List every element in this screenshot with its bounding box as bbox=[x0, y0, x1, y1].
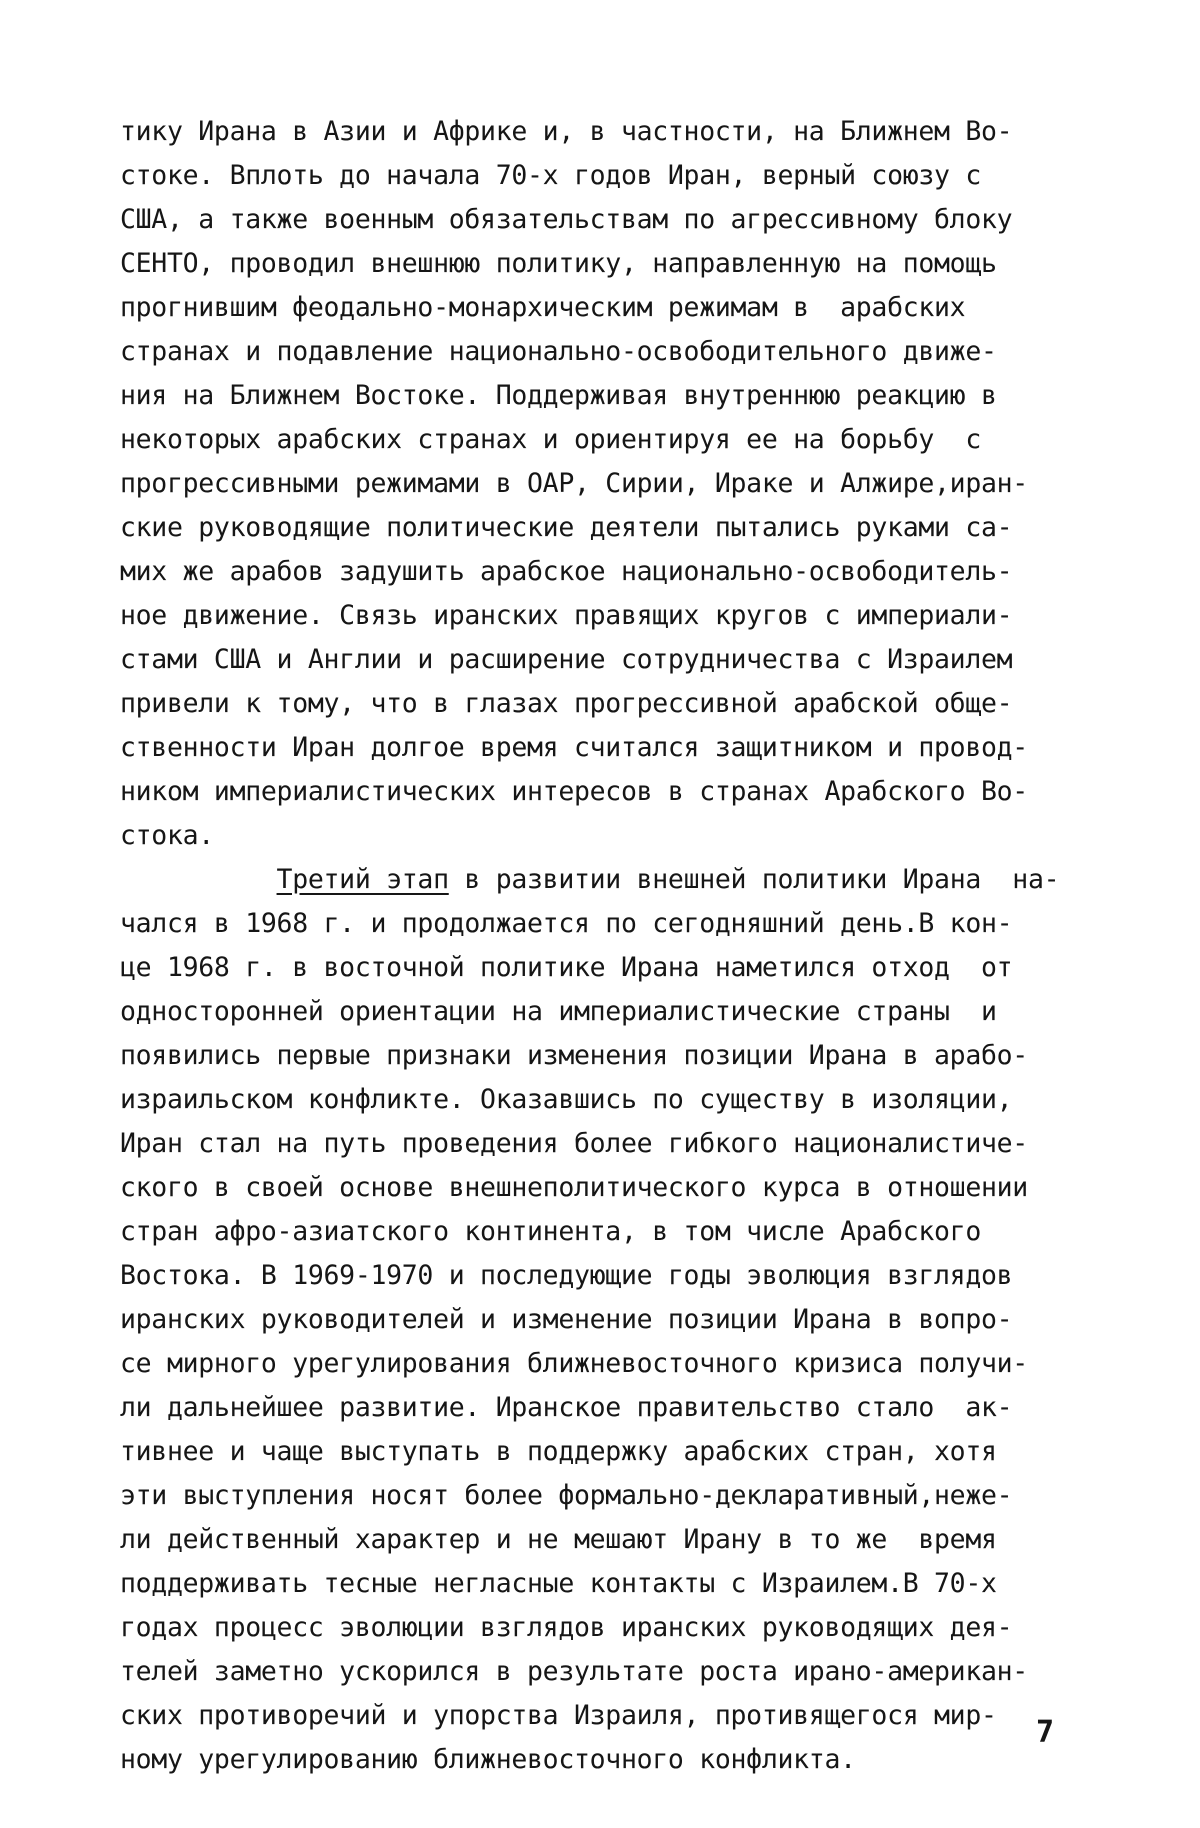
text-line: ственности Иран долгое время считался защитником и провод- bbox=[120, 732, 1028, 763]
text-line: ли дальнейшее развитие. Иранское правительство стало ак- bbox=[120, 1392, 1013, 1423]
text-line: стами США и Англии и расширение сотрудничества с Израилем bbox=[120, 644, 1013, 675]
text-line: эти выступления носят более формально-декларативный,неже- bbox=[120, 1480, 1013, 1511]
paragraph-indent bbox=[120, 864, 277, 895]
text-line: Востока. В 1969-1970 и последующие годы эволюция взглядов bbox=[120, 1260, 1013, 1291]
text-line: чался в 1968 г. и продолжается по сегодняшний день.В кон- bbox=[120, 908, 1013, 939]
text-line: США, а также военным обязательствам по агрессивному блоку bbox=[120, 204, 1013, 235]
text-line: годах процесс эволюции взглядов иранских руководящих дея- bbox=[120, 1612, 1013, 1643]
text-line: Иран стал на путь проведения более гибкого националистиче- bbox=[120, 1128, 1028, 1159]
text-line-rest: в развитии внешней политики Ирана на- bbox=[448, 864, 1060, 895]
text-line: се мирного урегулирования ближневосточного кризиса получи- bbox=[120, 1348, 1028, 1379]
text-line: ному урегулированию ближневосточного конфликта. bbox=[120, 1744, 856, 1775]
text-line: некоторых арабских странах и ориентируя ее на борьбу с bbox=[120, 424, 981, 455]
text-line: ное движение. Связь иранских правящих кругов с империали- bbox=[120, 600, 1013, 631]
text-line: ником империалистических интересов в странах Арабского Во- bbox=[120, 776, 1028, 807]
text-line: це 1968 г. в восточной политике Ирана наметился отход от bbox=[120, 952, 1013, 983]
text-line: ского в своей основе внешнеполитического курса в отношении bbox=[120, 1172, 1028, 1203]
text-line: поддерживать тесные негласные контакты с Израилем.В 70-х bbox=[120, 1568, 997, 1599]
text-line: тику Ирана в Азии и Африке и, в частности, на Ближнем Во- bbox=[120, 116, 1013, 147]
text-line: стоке. Вплоть до начала 70-х годов Иран, верный союзу с bbox=[120, 160, 981, 191]
text-line: ния на Ближнем Востоке. Поддерживая внутреннюю реакцию в bbox=[120, 380, 997, 411]
text-line: тивнее и чаще выступать в поддержку арабских стран, хотя bbox=[120, 1436, 997, 1467]
text-line: ские руководящие политические деятели пытались руками са- bbox=[120, 512, 1013, 543]
text-line: мих же арабов задушить арабское национально-освободитель- bbox=[120, 556, 1013, 587]
text-line: ских противоречий и упорства Израиля, противящегося мир- bbox=[120, 1700, 997, 1731]
body-text bbox=[120, 110, 1100, 1782]
text-line: странах и подавление национально-освободительного движе- bbox=[120, 336, 997, 367]
text-line: прогрессивными режимами в ОАР, Сирии, Ираке и Алжире,иран- bbox=[120, 468, 1028, 499]
text-line: телей заметно ускорился в результате роста ирано-американ- bbox=[120, 1656, 1028, 1687]
text-line: стран афро-азиатского континента, в том числе Арабского bbox=[120, 1216, 981, 1247]
text-line: односторонней ориентации на империалистические страны и bbox=[120, 996, 997, 1027]
page-number: 7 bbox=[1036, 1715, 1055, 1750]
text-line: прогнившим феодально-монархическим режимам в арабских bbox=[120, 292, 966, 323]
text-line: ли действенный характер и не мешают Ирану в то же время bbox=[120, 1524, 997, 1555]
text-line: стока. bbox=[120, 820, 214, 851]
text-line: появились первые признаки изменения позиции Ирана в арабо- bbox=[120, 1040, 1028, 1071]
text-line: израильском конфликте. Оказавшись по существу в изоляции, bbox=[120, 1084, 1013, 1115]
text-line: иранских руководителей и изменение позиции Ирана в вопро- bbox=[120, 1304, 1013, 1335]
text-line: СЕНТО, проводил внешнюю политику, направленную на помощь bbox=[120, 248, 997, 279]
text-line: привели к тому, что в глазах прогрессивной арабской обще- bbox=[120, 688, 1013, 719]
underlined-term: Третий этап bbox=[276, 864, 449, 895]
paragraph-start-line bbox=[120, 858, 1100, 902]
